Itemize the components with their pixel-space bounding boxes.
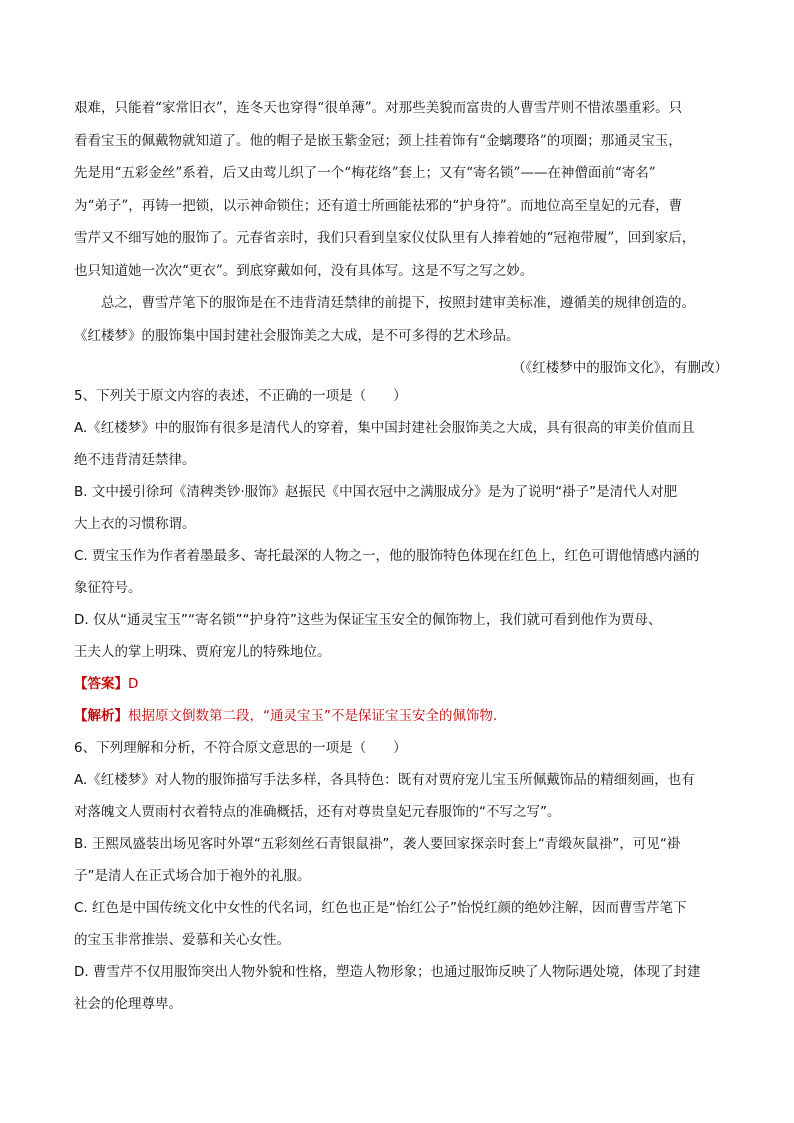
option-d-cont: 社会的伦理尊卑。 <box>74 996 182 1012</box>
passage-line: 为“弟子”，再铸一把锁，以示神命锁住；还有道士所画能祛邪的“护身符”。而地位高至皇妃的元春，曹 <box>74 197 683 214</box>
question-5 <box>74 380 732 732</box>
question-6 <box>74 732 732 1020</box>
conclusion-line: 总之，曹雪芹笔下的服饰是在不违背清廷禁律的前提下，按照封建审美标准，遵循美的规律创造的。 <box>101 295 695 311</box>
question-stem: 5、下列关于原文内容的表述，不正确的一项是（ ） <box>74 388 407 404</box>
analysis-label: 【解析】 <box>74 708 128 724</box>
answer <box>74 668 732 700</box>
conclusion-line: 《红楼梦》的服饰集中国封建社会服饰美之大成，是不可多得的艺术珍品。 <box>74 327 520 344</box>
option-c: C. 贾宝玉作为作者着墨最多、寄托最深的人物之一，他的服饰特色体现在红色上，红色可谓他情感内涵的 <box>74 548 700 564</box>
question-stem: 6、下列理解和分析，不符合原文意思的一项是（ ） <box>74 740 407 756</box>
passage-line: 先是用“五彩金丝”系着，后又由莺儿织了一个“梅花络”套上；又有“寄名锁”——在神僧面前“寄名” <box>74 165 656 181</box>
analysis <box>74 700 732 732</box>
passage-line: 艰难，只能着“家常旧衣”，连冬天也穿得“很单薄”。对那些美貌而富贵的人曹雪芹则不惜浓墨重彩。只 <box>74 100 683 116</box>
passage <box>74 92 732 385</box>
answer-value: D <box>128 676 139 692</box>
passage-line: 也只知道她一次次“更衣”。到底穿戴如何，没有具体写。这是不写之写之妙。 <box>74 262 534 279</box>
option-d: D. 仅从“通灵宝玉”“寄名锁”“护身符”这些为保证宝玉安全的佩饰物上，我们就可看到他作为贾母、 <box>74 612 662 628</box>
passage-line: 看看宝玉的佩戴物就知道了。他的帽子是嵌玉紫金冠；颈上挂着饰有“金螭璎珞”的项圈；那通灵宝玉， <box>74 132 682 149</box>
option-a-cont: 对落魄文人贾雨村衣着特点的准确概括，还有对尊贵皇妃元春服饰的“不写之写”。 <box>74 804 561 820</box>
source-citation: （《红楼梦中的服饰文化》，有删改） <box>512 360 728 376</box>
option-a: A.《红楼梦》对人物的服饰描写手法多样，各具特色：既有对贾府宠儿宝玉所佩戴饰品的精细刻画，也有 <box>74 772 695 788</box>
option-c: C. 红色是中国传统文化中女性的代名词，红色也正是“怡红公子”怡悦红颜的绝妙注解，因而曹雪芹笔下 <box>74 900 687 916</box>
option-c-cont: 象征符号。 <box>74 580 142 596</box>
analysis-text: 根据原文倒数第二段，“通灵宝玉”不是保证宝玉安全的佩饰物. <box>128 708 498 724</box>
option-d-cont: 王夫人的掌上明珠、贾府宠儿的特殊地位。 <box>74 644 331 660</box>
option-a: A.《红楼梦》中的服饰有很多是清代人的穿着，集中国封建社会服饰美之大成，具有很高的审美价值而且 <box>74 420 695 436</box>
option-b-cont: 大上衣的习惯称谓。 <box>74 516 196 532</box>
option-b: B. 文中援引徐珂《清稗类钞·服饰》赵振民《中国衣冠中之满服成分》是为了说明“褂子”是清代人对肥 <box>74 484 678 500</box>
option-a-cont: 绝不违背清廷禁律。 <box>74 452 196 468</box>
option-c-cont: 的宝玉非常推崇、爱慕和关心女性。 <box>74 932 290 948</box>
passage-line: 雪芹又不细写她的服饰了。元春省亲时，我们只看到皇家仪仗队里有人捧着她的“冠袍带履”，回到家后， <box>74 230 696 246</box>
option-b: B. 王熙凤盛装出场见客时外罩“五彩刻丝石青银鼠褂”，袭人要回家探亲时套上“青缎灰鼠褂”，可见“褂 <box>74 836 681 852</box>
answer-label: 【答案】 <box>74 676 128 692</box>
option-d: D. 曹雪芹不仅用服饰突出人物外貌和性格，塑造人物形象；也通过服饰反映了人物际遇处境，体现了封建 <box>74 964 701 980</box>
option-b-cont: 子”是清人在正式场合加于袍外的礼服。 <box>74 868 311 884</box>
